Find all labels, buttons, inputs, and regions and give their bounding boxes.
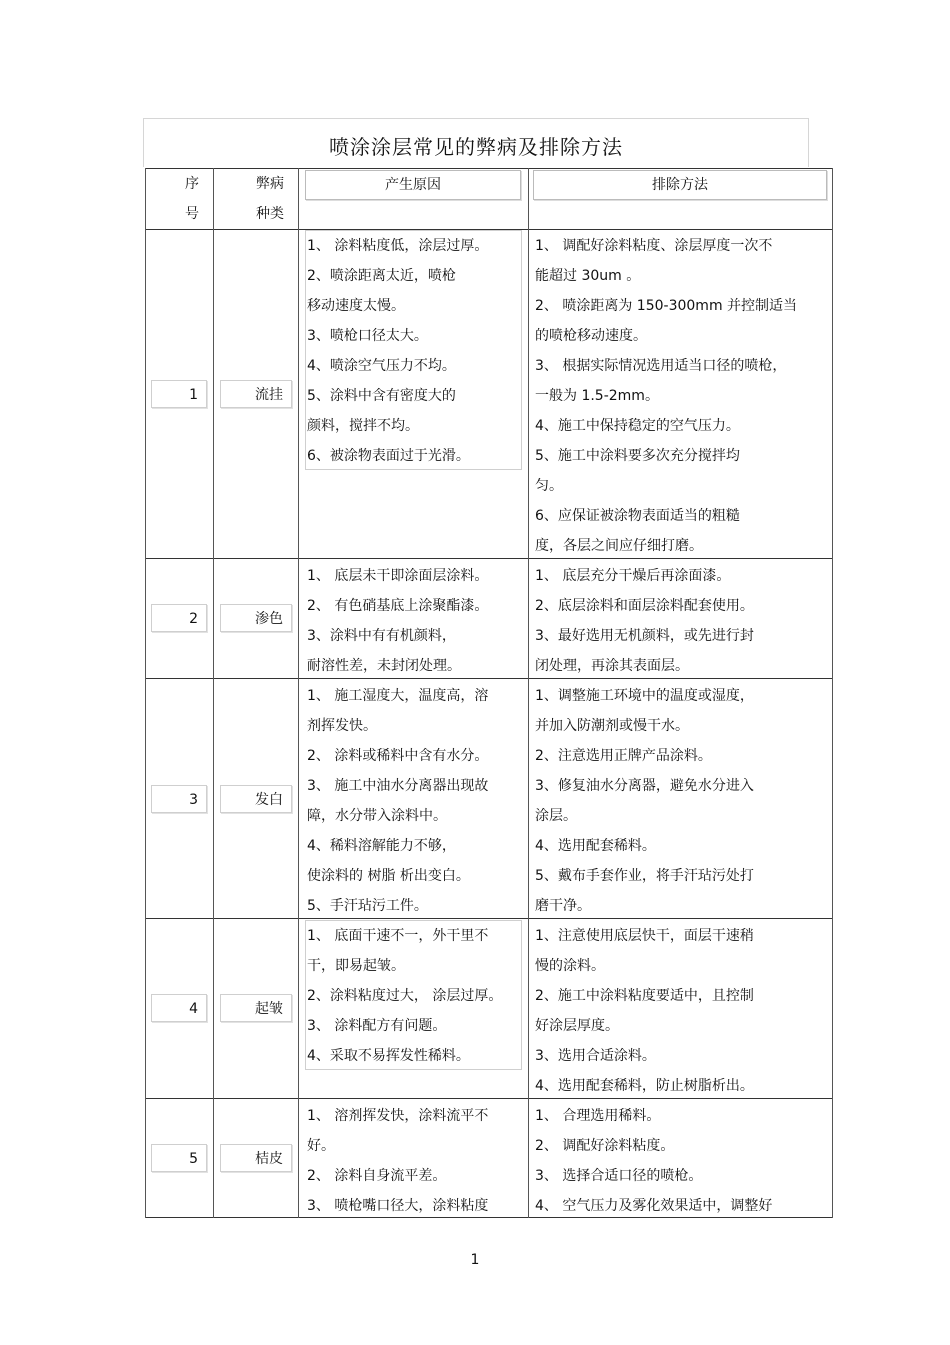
cause-line: 移动速度太慢。 <box>307 298 405 314</box>
cause-line: 障，水分带入涂料中。 <box>307 808 447 824</box>
cause-line: 3、 施工中油水分离器出现故 <box>307 778 489 794</box>
fix-line: 能超过 30um 。 <box>535 268 641 284</box>
cause-line: 6、被涂物表面过于光滑。 <box>307 448 470 464</box>
fix-line: 度，各层之间应仔细打磨。 <box>535 538 703 554</box>
fix-line: 一般为 1.5-2mm。 <box>535 388 659 404</box>
column-divider <box>832 168 833 1218</box>
cause-line: 2、涂料粘度过大， 涂层过厚。 <box>307 988 503 1004</box>
row-number-4: 4 <box>151 994 207 1022</box>
fix-line: 匀。 <box>535 478 563 494</box>
defect-type-3: 发白 <box>220 785 292 813</box>
fix-line: 1、 合理选用稀料。 <box>535 1108 661 1124</box>
cause-line: 1、 涂料粘度低，涂层过厚。 <box>307 238 489 254</box>
fix-line: 2、底层涂料和面层涂料配套使用。 <box>535 598 754 614</box>
cause-line: 4、采取不易挥发性稀料。 <box>307 1048 470 1064</box>
table-top-border <box>145 168 833 169</box>
cause-line: 4、稀料溶解能力不够， <box>307 838 456 854</box>
cause-line: 3、 涂料配方有问题。 <box>307 1018 447 1034</box>
cause-line: 剂挥发快。 <box>307 718 377 734</box>
fix-line: 4、选用配套稀料，防止树脂析出。 <box>535 1078 754 1094</box>
fix-line: 闭处理，再涂其表面层。 <box>535 658 689 674</box>
fix-line: 1、注意使用底层快干，面层干速稍 <box>535 928 754 944</box>
row-number-5: 5 <box>151 1144 207 1172</box>
fix-line: 1、 调配好涂料粘度、涂层厚度一次不 <box>535 238 773 254</box>
column-divider <box>145 168 146 1218</box>
cause-line: 2、喷涂距离太近，喷枪 <box>307 268 456 284</box>
header-seq-line1: 序 <box>185 176 199 192</box>
fix-line: 3、 根据实际情况选用适当口径的喷枪， <box>535 358 787 374</box>
page-title: 喷涂涂层常见的弊病及排除方法 <box>329 135 623 159</box>
fix-line: 1、调整施工环境中的温度或湿度， <box>535 688 754 704</box>
header-type-line1: 弊病 <box>256 176 284 192</box>
fix-line: 慢的涂料。 <box>535 958 605 974</box>
cause-line: 2、 涂料或稀料中含有水分。 <box>307 748 489 764</box>
fix-line: 好涂层厚度。 <box>535 1018 619 1034</box>
cause-line: 3、涂料中有有机颜料， <box>307 628 456 644</box>
fix-line: 1、 底层充分干燥后再涂面漆。 <box>535 568 731 584</box>
fix-line: 5、施工中涂料要多次充分搅拌均 <box>535 448 740 464</box>
row-number-3: 3 <box>151 785 207 813</box>
fix-line: 磨干净。 <box>535 898 591 914</box>
column-divider <box>528 168 529 1218</box>
fix-line: 4、施工中保持稳定的空气压力。 <box>535 418 740 434</box>
row-number-2: 2 <box>151 604 207 632</box>
fix-line: 3、最好选用无机颜料，或先进行封 <box>535 628 754 644</box>
column-divider <box>213 168 214 1218</box>
fix-line: 3、选用合适涂料。 <box>535 1048 656 1064</box>
cause-line: 耐溶性差，未封闭处理。 <box>307 658 461 674</box>
cause-line: 2、 涂料自身流平差。 <box>307 1168 447 1184</box>
fix-line: 2、施工中涂料粘度要适中，且控制 <box>535 988 754 1004</box>
fix-line: 4、 空气压力及雾化效果适中，调整好 <box>535 1198 773 1214</box>
cause-line: 使涂料的 树脂 析出变白。 <box>307 868 470 884</box>
fix-line: 并加入防潮剂或慢干水。 <box>535 718 689 734</box>
fix-line: 6、应保证被涂物表面适当的粗糙 <box>535 508 740 524</box>
fix-line: 涂层。 <box>535 808 577 824</box>
row-divider <box>145 918 833 919</box>
defects-table <box>145 168 833 1218</box>
cause-line: 1、 底层未干即涂面层涂料。 <box>307 568 489 584</box>
column-divider <box>298 168 299 1218</box>
fix-line: 3、修复油水分离器，避免水分进入 <box>535 778 754 794</box>
cause-line: 5、手汗玷污工件。 <box>307 898 428 914</box>
defect-type-1: 流挂 <box>220 380 292 408</box>
defect-type-4: 起皱 <box>220 994 292 1022</box>
header-fix: 排除方法 <box>533 170 827 200</box>
cause-line: 2、 有色硝基底上涂聚酯漆。 <box>307 598 489 614</box>
row-divider <box>145 558 833 559</box>
fix-line: 4、选用配套稀料。 <box>535 838 656 854</box>
fix-line: 2、注意选用正牌产品涂料。 <box>535 748 712 764</box>
title-box <box>143 118 809 167</box>
header-type-line2: 种类 <box>256 206 284 222</box>
page-number: 1 <box>470 1252 480 1268</box>
defect-type-2: 渗色 <box>220 604 292 632</box>
fix-line: 的喷枪移动速度。 <box>535 328 647 344</box>
cause-line: 颜料，搅拌不均。 <box>307 418 419 434</box>
cause-line: 好。 <box>307 1138 335 1154</box>
row-number-1: 1 <box>151 380 207 408</box>
fix-line: 2、 调配好涂料粘度。 <box>535 1138 675 1154</box>
header-seq-line2: 号 <box>185 206 199 222</box>
cause-line: 干，即易起皱。 <box>307 958 405 974</box>
cause-line: 5、涂料中含有密度大的 <box>307 388 456 404</box>
cause-line: 1、 施工湿度大，温度高，溶 <box>307 688 489 704</box>
row-divider <box>145 678 833 679</box>
cause-line: 4、喷涂空气压力不均。 <box>307 358 456 374</box>
cause-line: 3、喷枪口径太大。 <box>307 328 428 344</box>
cause-line: 1、 底面干速不一，外干里不 <box>307 928 489 944</box>
defect-type-5: 桔皮 <box>220 1144 292 1172</box>
header-cause: 产生原因 <box>305 170 521 200</box>
fix-line: 2、 喷涂距离为 150-300mm 并控制适当 <box>535 298 798 314</box>
fix-line: 5、戴布手套作业，将手汗玷污处打 <box>535 868 754 884</box>
cause-line: 3、 喷枪嘴口径大，涂料粘度 <box>307 1198 489 1214</box>
cause-line: 1、 溶剂挥发快，涂料流平不 <box>307 1108 489 1124</box>
fix-line: 3、 选择合适口径的喷枪。 <box>535 1168 703 1184</box>
